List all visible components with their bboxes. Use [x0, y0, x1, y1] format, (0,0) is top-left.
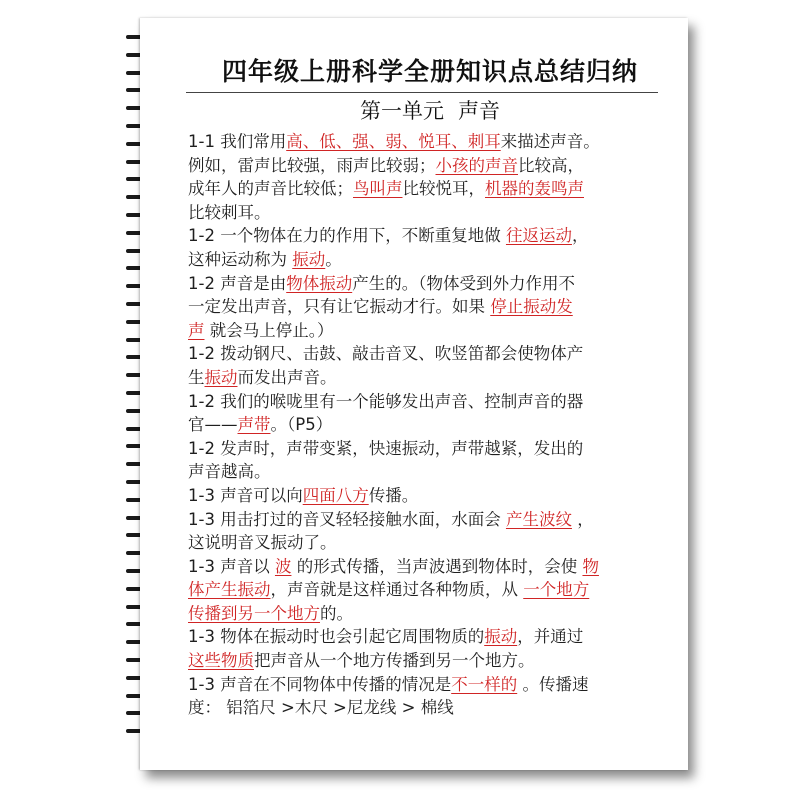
note-line: [188, 201, 668, 225]
note-text: 度： 铝箔尺 >木尺 >尼龙线 > 棉线: [188, 698, 454, 718]
note-text: 1-2 发声时，声带变紧，快速振动，声带越紧，发出的: [188, 438, 584, 458]
note-text: 生: [188, 367, 205, 387]
note-line: [188, 460, 668, 484]
note-line: [188, 649, 668, 673]
highlighted-term: 往返运动: [505, 226, 572, 246]
note-text: ，声音就是这样通过各种物质，从: [270, 580, 524, 600]
highlighted-term: 声: [188, 320, 205, 340]
unit-name: 第一单元: [360, 99, 444, 123]
note-text: 1-3 声音以: [188, 556, 275, 576]
highlighted-term: 振动: [484, 627, 518, 647]
note-text: ，: [571, 226, 589, 246]
page-title: 四年级上册科学全册知识点总结归纳: [221, 57, 638, 86]
highlighted-term: 高、低、强、弱、悦耳、刺耳: [286, 132, 501, 151]
note-text: 。传播速: [517, 674, 589, 694]
note-text: 把声音从一个地方传播到另一个地方。: [254, 651, 535, 671]
highlighted-term: 体产生振动: [188, 580, 271, 600]
highlighted-term: 物: [582, 556, 599, 576]
highlighted-term: 传播到另一个地方: [188, 603, 320, 623]
note-line: [188, 224, 668, 248]
note-text: 比较悦耳，: [402, 179, 485, 199]
note-text: 一定发出声音，只有让它振动才行。如果: [188, 297, 491, 317]
note-line: [188, 696, 668, 720]
note-line: [188, 578, 668, 602]
note-text: 1-2 声音是由: [188, 273, 287, 293]
note-text: 1-2 拨动钢尺、击鼓、敲击音叉、吹竖笛都会使物体产: [188, 344, 584, 364]
note-text: 。: [325, 249, 342, 269]
note-line: [188, 625, 668, 649]
note-line: [188, 366, 668, 390]
note-line: [188, 319, 668, 343]
note-text: 例如，雷声比较强，雨声比较弱；: [188, 155, 436, 175]
unit-topic: 声音: [458, 99, 500, 123]
highlighted-term: 振动: [292, 249, 326, 269]
note-line: [188, 508, 668, 532]
highlighted-term: 物体振动: [286, 273, 353, 293]
note-line: [188, 555, 668, 579]
note-line: [188, 484, 668, 508]
note-text: 1-2 一个物体在力的作用下，不断重复地做: [188, 226, 506, 246]
title-underline: [186, 92, 658, 93]
highlighted-term: 声带: [237, 415, 271, 435]
highlighted-term: 波: [274, 556, 292, 576]
note-line: [188, 272, 668, 296]
highlighted-term: 一个地方: [523, 580, 590, 600]
note-text: 。（P5）: [270, 415, 333, 435]
note-line: [188, 673, 668, 697]
notes-content: [188, 130, 668, 720]
note-line: [188, 154, 668, 178]
note-text: 1-3 用击打过的音叉轻轻接触水面，水面会: [188, 509, 506, 529]
note-text: 这说明音叉振动了。: [188, 533, 337, 553]
note-text: 成年人的声音比较低；: [188, 179, 353, 199]
highlighted-term: 四面八方: [302, 485, 369, 505]
note-text: 传播。: [368, 485, 419, 505]
note-line: [188, 390, 668, 414]
note-text: 这种运动称为: [188, 249, 293, 269]
note-text: ，: [571, 509, 594, 529]
note-text: 声音越高。: [188, 462, 271, 482]
note-text: 的形式传播，当声波遇到物体时，会使: [291, 556, 583, 576]
note-line: [188, 248, 668, 272]
note-text: 1-2 我们的喉咙里有一个能够发出声音、控制声音的器: [188, 391, 584, 411]
note-line: [188, 295, 668, 319]
note-text: 比较刺耳。: [188, 202, 271, 222]
note-line: [188, 602, 668, 626]
note-line: [188, 531, 668, 555]
note-line: [188, 130, 668, 154]
highlighted-term: 振动: [204, 367, 238, 387]
note-text: ，并通过: [517, 627, 584, 647]
highlighted-term: 产生波纹: [505, 509, 572, 529]
note-text: 官——: [188, 415, 238, 435]
note-text: 而发出声音。: [237, 367, 337, 387]
note-text: 就会马上停止。）: [204, 320, 334, 340]
note-text: 产生的。（物体受到外力作用不: [352, 273, 575, 293]
highlighted-term: 停止振动发: [490, 297, 573, 317]
highlighted-term: 鸟叫声: [353, 179, 403, 199]
highlighted-term: 机器的轰鸣声: [485, 179, 584, 199]
note-line: [188, 342, 668, 366]
note-text: 1-3 声音可以向: [188, 485, 303, 505]
note-text: 1-1 我们常用: [188, 132, 287, 151]
highlighted-term: 这些物质: [188, 651, 254, 671]
highlighted-term: 小孩的声音: [435, 155, 518, 175]
note-text: 来描述声音。: [500, 132, 600, 151]
note-text: 1-3 声音在不同物体中传播的情况是: [188, 674, 452, 694]
unit-heading: [180, 96, 680, 126]
note-line: [188, 413, 668, 437]
note-line: [188, 437, 668, 461]
note-text: 1-3 物体在振动时也会引起它周围物质的: [188, 627, 485, 647]
note-text: 比较高，: [518, 155, 584, 175]
note-line: [188, 177, 668, 201]
note-text: 的。: [320, 603, 353, 623]
highlighted-term: 不一样的: [451, 674, 518, 694]
